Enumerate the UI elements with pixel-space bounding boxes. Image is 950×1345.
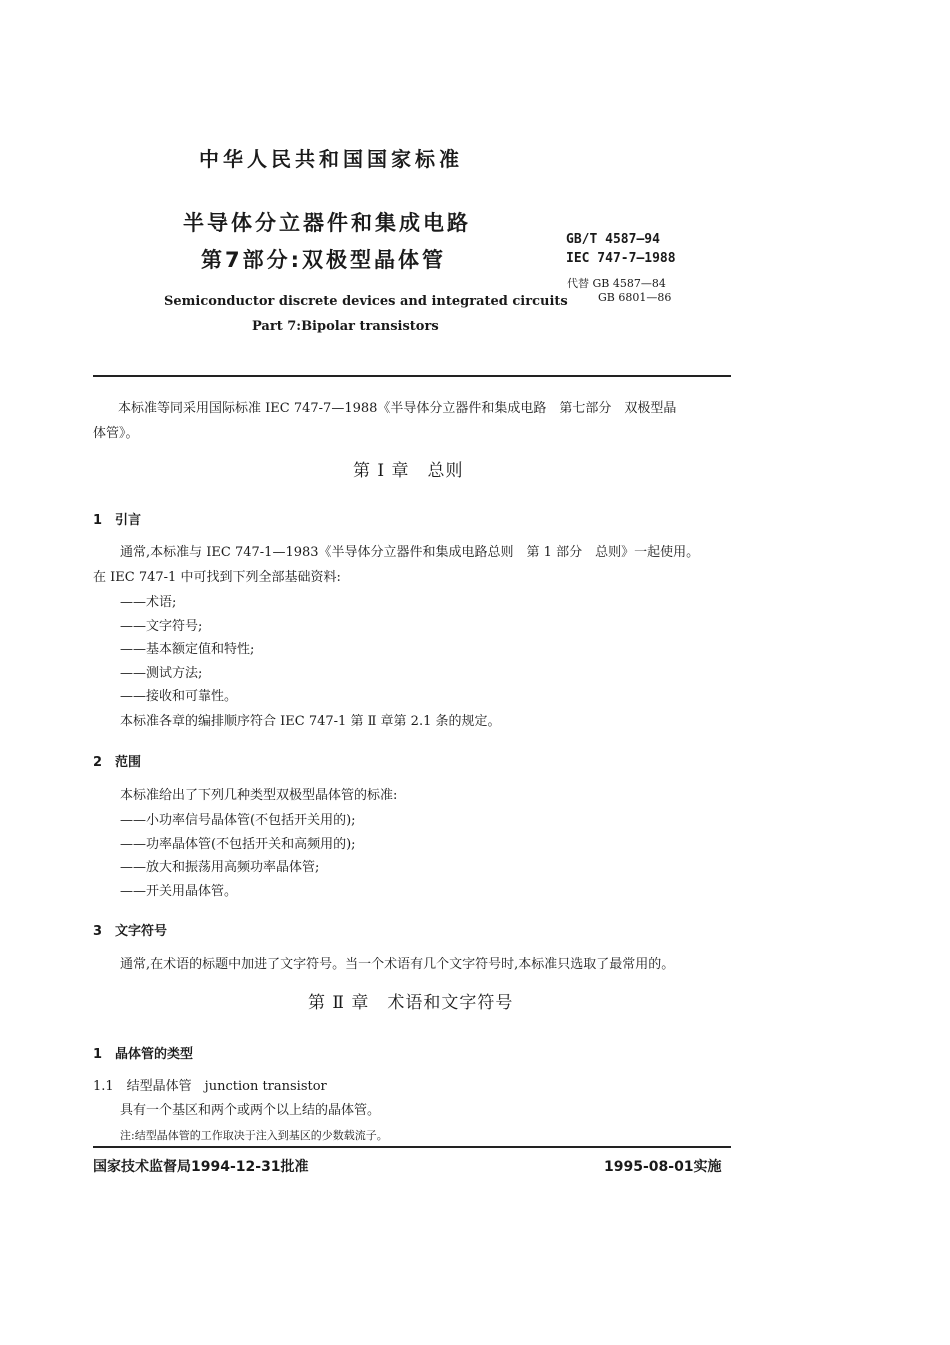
ch1-section1-title: 1 引言 [93,513,142,528]
footer-effective: 1995-08-01实施 [604,1159,722,1175]
iec-code: IEC 747-7—1988 [566,251,676,266]
ch1-s3-para1: 通常,在术语的标题中加进了文字符号。当一个术语有几个文字符号时,本标准只选取了最常用的。 [120,957,675,972]
replaces-second: GB 6801—86 [598,291,672,304]
list-item: ——放大和振荡用高频功率晶体管; [120,860,320,875]
header-divider [93,375,731,377]
ch2-section1-title: 1 晶体管的类型 [93,1047,194,1062]
std-code: GB/T 4587—94 [566,232,660,247]
standard-code-block [566,230,676,268]
ch1-section2-title: 2 范围 [93,755,142,770]
title-cn-line1: 半导体分立器件和集成电路 [183,211,471,235]
ch1-s2-list [120,809,356,903]
intro-line1: 本标准等同采用国际标准 IEC 747-7—1988《半导体分立器件和集成电路 第七部分 双极型晶 [118,401,677,416]
ch1-s1-list [120,591,254,709]
chapter1-title: 第 I 章 总则 [353,461,464,481]
ch2-section11-title: 1.1 结型晶体管 junction transistor [93,1079,327,1094]
ch1-s1-para2: 在 IEC 747-1 中可找到下列全部基础资料: [93,570,341,585]
list-item: ——文字符号; [120,618,203,634]
title-en-line1: Semiconductor discrete devices and integrated circuits [164,294,568,309]
ch2-s11-note: 注:结型晶体管的工作取决于注入到基区的少数载流子。 [120,1129,388,1142]
national-standard-heading: 中华人民共和国国家标准 [199,147,463,171]
list-item: ——测试方法; [120,665,203,681]
title-cn-line2: 第7部分:双极型晶体管 [201,248,447,272]
replaces-label: 代替 GB 4587—84 [567,277,666,290]
list-item: ——开关用晶体管。 [120,883,238,899]
ch1-section3-title: 3 文字符号 [93,924,168,939]
chapter2-title: 第 Ⅱ 章 术语和文字符号 [308,993,514,1013]
list-item: ——术语; [120,595,177,610]
list-item: ——小功率信号晶体管(不包括开关用的); [120,813,356,828]
list-item: ——接收和可靠性。 [120,689,238,704]
footer-divider [93,1146,731,1148]
intro-line2: 体管》。 [93,426,139,441]
list-item: ——功率晶体管(不包括开关和高频用的); [120,836,356,852]
replaces-block [567,277,671,305]
ch1-s1-para3: 本标准各章的编排顺序符合 IEC 747-1 第 Ⅱ 章第 2.1 条的规定。 [120,714,501,729]
title-en-line2: Part 7:Bipolar transistors [252,319,439,334]
footer-approved: 国家技术监督局1994-12-31批准 [93,1159,309,1175]
ch1-s2-para1: 本标准给出了下列几种类型双极型晶体管的标准: [120,788,398,803]
ch1-s1-para1: 通常,本标准与 IEC 747-1—1983《半导体分立器件和集成电路总则 第 1 部分 总则》一起使用。 [120,545,700,560]
ch2-s11-para1: 具有一个基区和两个或两个以上结的晶体管。 [120,1103,381,1118]
list-item: ——基本额定值和特性; [120,642,255,657]
